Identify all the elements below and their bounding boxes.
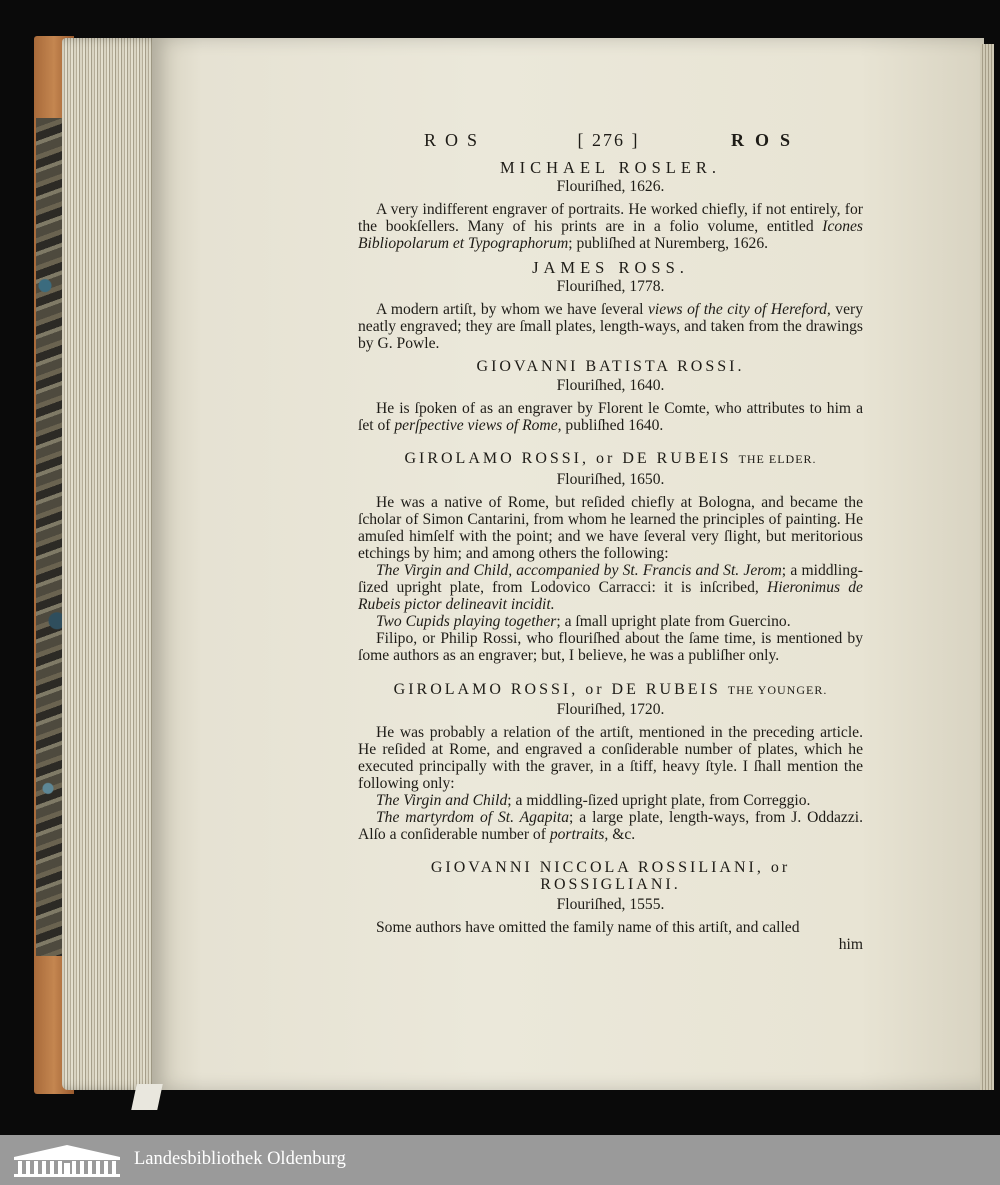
entry-paragraph: The Virgin and Child; a middling-ſized upright plate, from Correggio. bbox=[376, 792, 811, 810]
entry-name: GIROLAMO ROSSI, or DE RUBEIS bbox=[393, 680, 721, 698]
entry-heading bbox=[358, 681, 863, 699]
entries bbox=[358, 159, 863, 936]
entry-flourished: Flouriſhed, 1640. bbox=[556, 377, 665, 395]
entry-name: GIROLAMO ROSSI, or DE RUBEIS bbox=[404, 450, 732, 468]
entry-paragraph: The Virgin and Child, accompanied by St. Francis and St. Jerom; a middling-ſized upright plate, from Lodovico Carracci: it is inſcribed, Hieronimus de Rubeis pictor delineavit incidit. bbox=[358, 561, 863, 614]
entry-paragraph: He was probably a relation of the artiſt, mentioned in the preceding article. He reſided at Rome, and engraved a conſiderable number of plates, which he executed principally with the graver, in a ſtiff, heavy ſtyle. I ſhall mention the following only: bbox=[358, 723, 863, 792]
entry-heading bbox=[358, 159, 863, 176]
italic-title: The Virgin and Child, accompanied by St. Francis and St. Jerom bbox=[376, 561, 782, 579]
library-name: Landesbibliothek Oldenburg bbox=[134, 1149, 346, 1169]
running-head-left: ROS bbox=[424, 130, 487, 150]
entry-paragraph: Some authors have omitted the family name of this artiſt, and called bbox=[376, 918, 800, 936]
running-head bbox=[424, 132, 801, 149]
right-page-edges bbox=[980, 44, 994, 1090]
entry-name: MICHAEL ROSLER. bbox=[499, 158, 722, 178]
entry-name: GIOVANNI BATISTA ROSSI. bbox=[476, 358, 745, 376]
italic-title: perſpective views of Rome, bbox=[394, 417, 562, 435]
entry-name: GIOVANNI NICCOLA ROSSILIANI, or ROSSIGLIANI. bbox=[430, 859, 791, 894]
entry-paragraph: He was a native of Rome, but reſided chiefly at Bologna, and became the ſcholar of Simon Cantarini, from whom he learned the principles of painting. He amuſed himſelf with the point; and we have ſeveral very ſlight, but meritorious etchings by him; and among others the following: bbox=[358, 493, 863, 562]
italic-title: Two Cupids playing together bbox=[376, 613, 557, 631]
entry-flourished: Flouriſhed, 1778. bbox=[556, 277, 665, 295]
page-edges bbox=[62, 38, 162, 1090]
entry-heading bbox=[358, 450, 863, 468]
entry-name-suffix: THE YOUNGER. bbox=[727, 682, 828, 697]
italic-title: portraits, bbox=[549, 826, 609, 844]
entry-gap bbox=[358, 434, 863, 444]
entry-paragraph: The martyrdom of St. Agapita; a large plate, length-ways, from J. Oddazzi. Alſo a conſiderable number of portraits, &c. bbox=[358, 809, 864, 844]
entry-flourished: Flouriſhed, 1650. bbox=[556, 470, 665, 488]
entry-flourished: Flouriſhed, 1720. bbox=[556, 700, 665, 718]
entry-heading bbox=[358, 358, 863, 375]
library-building-icon bbox=[10, 1143, 124, 1177]
entry-paragraph: Filipo, or Philip Rossi, who flouriſhed about the ſame time, is mentioned by ſome authors as an engraver; but, I believe, he was a publiſher only. bbox=[358, 630, 863, 665]
entry-name: JAMES ROSS. bbox=[532, 257, 689, 277]
page-text bbox=[358, 130, 863, 953]
entry-heading bbox=[358, 259, 863, 276]
italic-title: Hieronimus de Rubeis pictor delineavit incidit. bbox=[358, 579, 863, 614]
entry-name-suffix: THE ELDER. bbox=[738, 452, 817, 467]
italic-title: views of the city of Hereford, bbox=[647, 300, 831, 318]
entry-heading bbox=[358, 859, 863, 893]
entry-flourished: Flouriſhed, 1555. bbox=[556, 895, 665, 913]
entry-gap bbox=[358, 665, 863, 675]
entry-paragraph: A modern artiſt, by whom we have ſeveral views of the city of Hereford, very neatly engraved; they are ſmall plates, length-ways, and taken from the drawings by G. Powle. bbox=[358, 300, 863, 352]
footer-banner bbox=[0, 1135, 1000, 1185]
page-number: [ 276 ] bbox=[577, 130, 640, 150]
bookmark-tab bbox=[131, 1084, 163, 1110]
running-head-right: ROS bbox=[730, 130, 801, 150]
italic-title: The martyrdom of St. Agapita bbox=[376, 809, 570, 827]
entry-paragraph: Two Cupids playing together; a ſmall upright plate from Guercino. bbox=[376, 613, 791, 631]
italic-title: The Virgin and Child bbox=[376, 792, 508, 810]
entry-gap bbox=[358, 843, 863, 853]
catchword: him bbox=[838, 935, 863, 953]
italic-title: Icones Bibliopolarum et Typographorum bbox=[358, 218, 863, 253]
entry-flourished: Flouriſhed, 1626. bbox=[556, 178, 665, 196]
entry-paragraph: A very indifferent engraver of portraits. He worked chiefly, if not entirely, for the bookſellers. Many of his prints are in a folio volume, entitled Icones Bibliopolarum et Typographorum; publiſhed at Nuremberg, 1626. bbox=[358, 201, 863, 253]
entry-paragraph: He is ſpoken of as an engraver by Florent le Comte, who attributes to him a ſet of perſpective views of Rome, publiſhed 1640. bbox=[358, 400, 863, 435]
